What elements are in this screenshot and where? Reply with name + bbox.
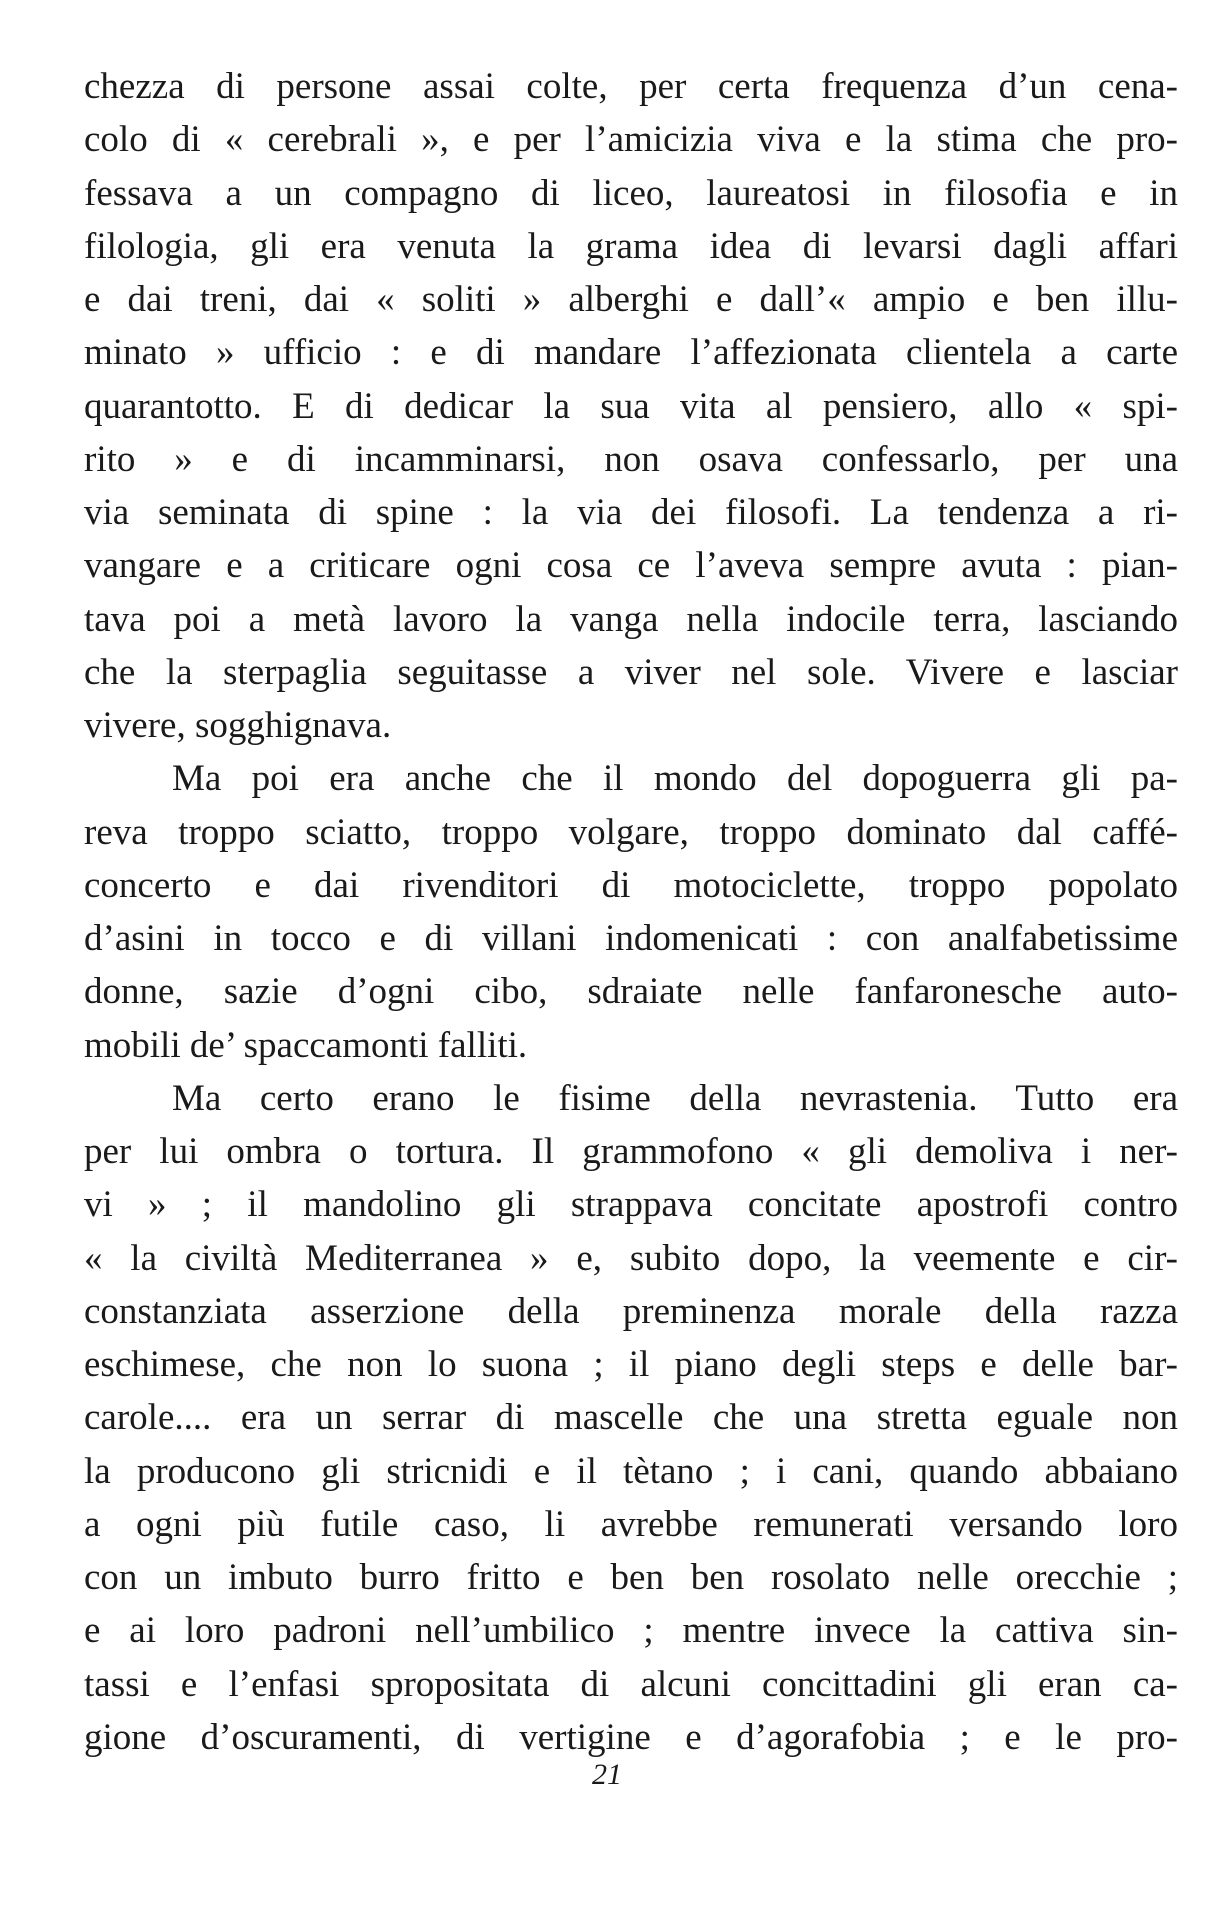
text-line: che la sterpaglia seguitasse a viver nel sole. Vivere e lasciar bbox=[84, 651, 1178, 693]
paragraph-start-line: Ma certo erano le fisime della nevrastenia. Tutto era bbox=[172, 1077, 1178, 1119]
text-line: minato » ufficio : e di mandare l’affezionata clientela a carte bbox=[84, 332, 1178, 374]
text-line: rito » e di incamminarsi, non osava confessarlo, per una bbox=[84, 438, 1178, 480]
text-line: con un imbuto burro fritto e ben ben rosolato nelle orecchie ; bbox=[84, 1557, 1178, 1598]
text-line: tava poi a metà lavoro la vanga nella indocile terra, lasciando bbox=[84, 598, 1178, 640]
text-line: a ogni più futile caso, li avrebbe remunerati versando loro bbox=[84, 1503, 1178, 1545]
text-line: colo di « cerebrali », e per l’amicizia viva e la stima che pro- bbox=[84, 119, 1178, 161]
text-line: constanziata asserzione della preminenza morale della razza bbox=[84, 1290, 1178, 1332]
text-line: filologia, gli era venuta la grama idea di levarsi dagli affari bbox=[84, 225, 1178, 267]
text-line: eschimese, che non lo suona ; il piano degli steps e delle bar- bbox=[84, 1344, 1178, 1385]
text-line: chezza di persone assai colte, per certa frequenza d’un cena- bbox=[84, 66, 1178, 107]
text-line: e dai treni, dai « soliti » alberghi e dall’« ampio e ben illu- bbox=[84, 279, 1178, 320]
paragraph-end-line: vivere, sogghignava. bbox=[84, 705, 392, 746]
text-line: d’asini in tocco e di villani indomenicati : con analfabetissime bbox=[84, 918, 1178, 959]
paragraph-end-line: mobili de’ spaccamonti falliti. bbox=[84, 1024, 528, 1066]
text-line: donne, sazie d’ogni cibo, sdraiate nelle fanfaronesche auto- bbox=[84, 971, 1178, 1013]
text-line: concerto e dai rivenditori di motociclette, troppo popolato bbox=[84, 864, 1178, 906]
text-line: quarantotto. E di dedicar la sua vita al pensiero, allo « spi- bbox=[84, 385, 1178, 427]
text-line: vi » ; il mandolino gli strappava concitate apostrofi contro bbox=[84, 1184, 1178, 1226]
text-line: e ai loro padroni nell’umbilico ; mentre invece la cattiva sin- bbox=[84, 1610, 1178, 1652]
text-line: carole.... era un serrar di mascelle che una stretta eguale non bbox=[84, 1397, 1178, 1439]
text-line: vangare e a criticare ogni cosa ce l’aveva sempre avuta : pian- bbox=[84, 545, 1178, 587]
text-line: gione d’oscuramenti, di vertigine e d’agorafobia ; e le pro- bbox=[84, 1716, 1178, 1758]
page-number: 21 bbox=[592, 1758, 622, 1791]
text-line: « la civiltà Mediterranea » e, subito dopo, la veemente e cir- bbox=[84, 1237, 1178, 1279]
body-text bbox=[84, 60, 1178, 1764]
text-line: via seminata di spine : la via dei filosofi. La tendenza a ri- bbox=[84, 492, 1178, 533]
text-line: reva troppo sciatto, troppo volgare, troppo dominato dal caffé- bbox=[84, 811, 1178, 853]
text-line: tassi e l’enfasi spropositata di alcuni concittadini gli eran ca- bbox=[84, 1663, 1178, 1705]
paragraph-start-line: Ma poi era anche che il mondo del dopoguerra gli pa- bbox=[172, 758, 1178, 800]
text-line: fessava a un compagno di liceo, laureatosi in filosofia e in bbox=[84, 172, 1178, 214]
text-line: per lui ombra o tortura. Il grammofono « gli demoliva i ner- bbox=[84, 1131, 1178, 1172]
text-line: la producono gli stricnidi e il tètano ; i cani, quando abbaiano bbox=[84, 1450, 1178, 1492]
